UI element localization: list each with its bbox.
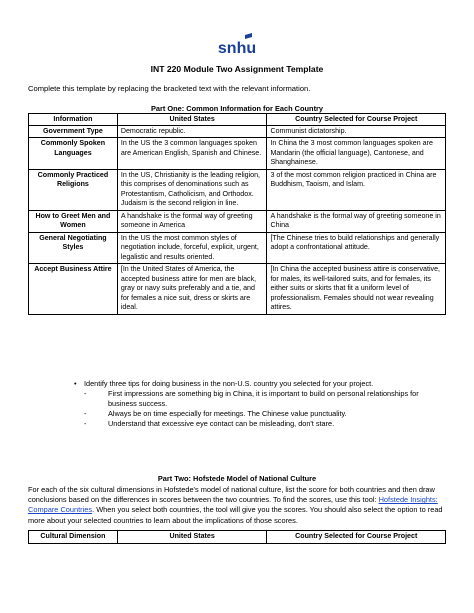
other-country-cell[interactable]: [In China the accepted business attire is conservative, for males, its well-tailored suits, and for females, its either suits or skirts that fit a uniform level of professionalism. Females should not wear revealing attires. [267,264,446,315]
tip-item [84,419,424,429]
row-label: How to Greet Men and Women [29,210,118,232]
row-label: General Negotiating Styles [29,232,118,264]
table-header-row [29,531,446,544]
snhu-logo-icon [215,33,259,57]
table-row [29,232,446,264]
part-two-table [28,530,446,544]
column-header: Country Selected for Course Project [267,114,446,126]
bullet-icon: • [74,379,77,388]
part-one-heading: Part One: Common Information for Each Country [150,104,324,113]
us-cell[interactable]: In the US, Christianity is the leading religion, this comprises of denominations such as Protestantism, Catholicism, and Orthodox. Judaism is the second religion in line. [117,169,267,210]
table-row [29,125,446,138]
instructions-text: For each of the six cultural dimensions in Hofstede's model of national culture, list the score for both countries and then draw conclusions based on the differences in scores between the two countries. To find the scores, use this tool: [28,485,435,505]
column-header: Information [29,114,118,126]
column-header: United States [117,114,267,126]
part-one-table [28,113,446,315]
part-two-instructions [28,485,448,526]
table-row [29,169,446,210]
row-label: Commonly Spoken Languages [29,138,118,170]
row-label: Government Type [29,125,118,138]
dash-icon: - [84,409,87,418]
column-header: Country Selected for Course Project [267,531,446,544]
table-header-row [29,114,446,126]
us-cell[interactable]: In the US the 3 common languages spoken are American English, Spanish and Chinese. [117,138,267,170]
dash-icon: - [84,389,87,398]
hofstede-link[interactable]: Hofstede Insights: Compare Countries [28,495,438,515]
column-header: Cultural Dimension [29,531,118,544]
us-cell[interactable]: [In the United States of America, the accepted business attire for men are black, gray or navy suits preferably and a tie, and for females a nice suit, dress or skirts are ideal. [117,264,267,315]
other-country-cell[interactable]: In China the 3 most common languages spoken are Mandarin (the official language), Cantonese, and Shanghainese. [267,138,446,170]
table-row [29,210,446,232]
other-country-cell[interactable]: A handshake is the formal way of greeting someone in China [267,210,446,232]
tip-text[interactable]: Always be on time especially for meetings. The Chinese value punctuality. [108,409,347,418]
dash-icon: - [84,419,87,428]
other-country-cell[interactable]: [The Chinese tries to build relationships and generally adopt a confrontational attitude. [267,232,446,264]
other-country-cell[interactable]: 3 of the most common religion practiced in China are Buddhism, Taoism, and Islam. [267,169,446,210]
svg-text:snhu: snhu [217,40,257,57]
tip-item [84,409,424,419]
tips-lead [74,379,424,389]
tips-lead-text: Identify three tips for doing business in the non-U.S. country you selected for your project. [84,379,374,388]
tip-text[interactable]: First impressions are something big in China, it is important to build on personal relationships for business success. [108,389,419,408]
column-header: United States [117,531,267,544]
table-row [29,138,446,170]
table-row [29,264,446,315]
page-title: INT 220 Module Two Assignment Template [150,64,324,74]
tip-item [84,389,424,409]
us-cell[interactable]: Democratic republic. [117,125,267,138]
row-label: Commonly Practiced Religions [29,169,118,210]
business-tips [74,379,424,429]
other-country-cell[interactable]: Communist dictatorship. [267,125,446,138]
us-cell[interactable]: A handshake is the formal way of greeting someone in America [117,210,267,232]
part-two-heading: Part Two: Hofstede Model of National Culture [157,474,317,483]
instructions-text-cont: . When you select both countries, the tool will give you the scores. You should also select the option to read more about your selected countries to learn about the implications of those scores. [28,505,443,525]
intro-text: Complete this template by replacing the bracketed text with the relevant information. [28,84,311,93]
us-cell[interactable]: In the US the most common styles of negotiation include, forceful, explicit, urgent, legalistic and results oriented. [117,232,267,264]
snhu-logo [0,33,474,62]
row-label: Accept Business Attire [29,264,118,315]
tip-text[interactable]: Understand that excessive eye contact can be misleading, don't stare. [108,419,335,428]
